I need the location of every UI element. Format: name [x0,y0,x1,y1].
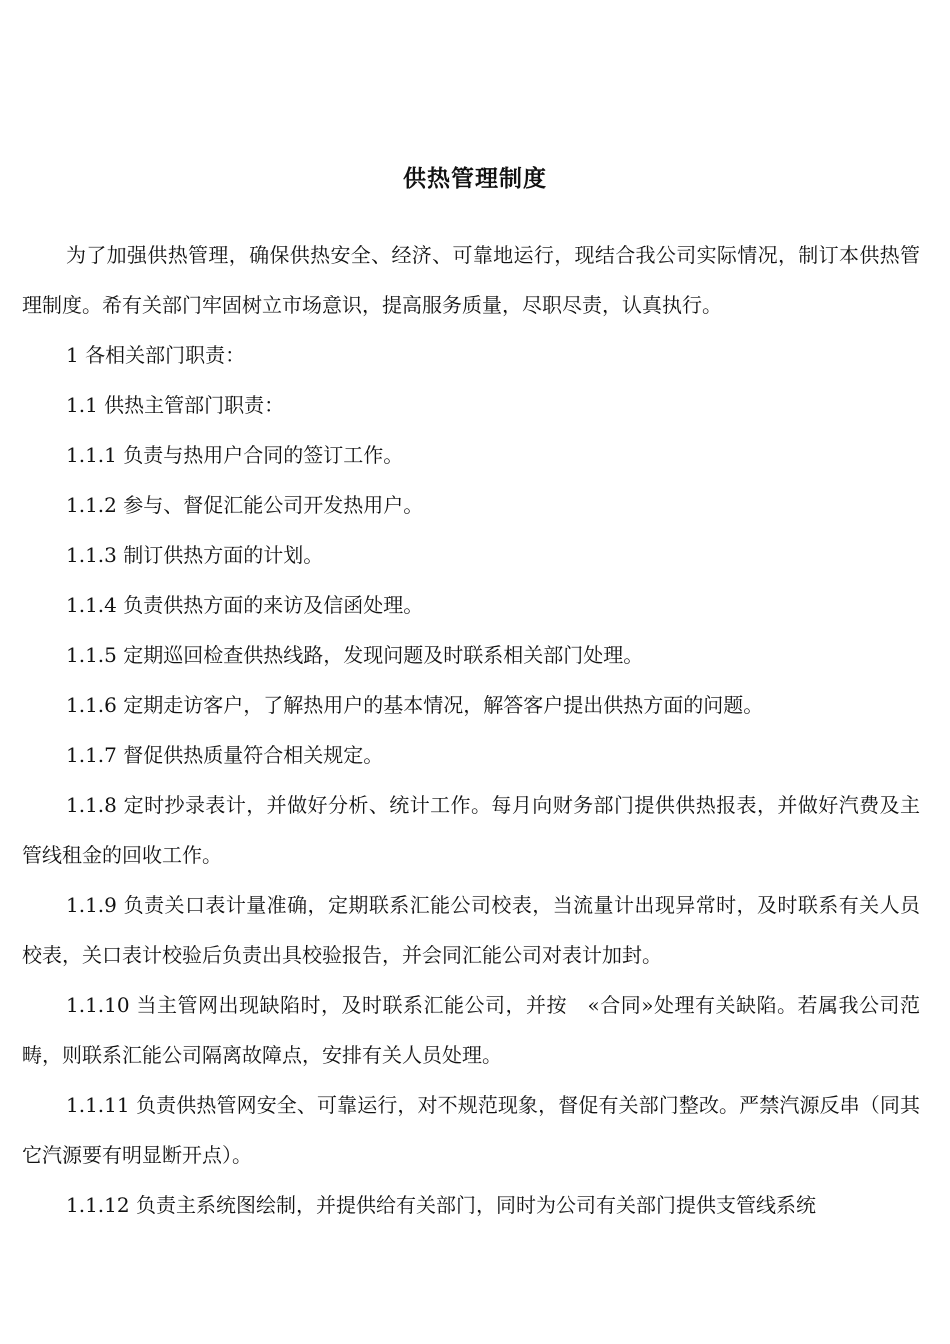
clause-paragraph: 1.1.10 当主管网出现缺陷时，及时联系汇能公司，并按 «合同»处理有关缺陷。若属我公司范畴，则联系汇能公司隔离故障点，安排有关人员处理。 [22,993,920,1067]
clause-paragraph: 1.1.11 负责供热管网安全、可靠运行，对不规范现象，督促有关部门整改。严禁汽源反串（同其它汽源要有明显断开点）。 [22,1093,920,1167]
clause-paragraph: 1.1.5 定期巡回检查供热线路，发现问题及时联系相关部门处理。 [66,643,644,667]
clause-paragraph: 1.1.3 制订供热方面的计划。 [66,543,324,567]
clause-paragraph: 1.1.7 督促供热质量符合相关规定。 [66,743,384,767]
section-heading: 1 各相关部门职责： [66,343,246,367]
subsection-heading: 1.1 供热主管部门职责： [66,393,285,417]
document-body [22,230,920,1230]
clause-paragraph: 1.1.4 负责供热方面的来访及信函处理。 [66,593,424,617]
clause-paragraph: 1.1.9 负责关口表计量准确，定期联系汇能公司校表，当流量计出现异常时，及时联系有关人员校表，关口表计校验后负责出具校验报告，并会同汇能公司对表计加封。 [22,893,920,967]
clause-paragraph: 1.1.2 参与、督促汇能公司开发热用户。 [66,493,424,517]
clause-paragraph: 1.1.8 定时抄录表计，并做好分析、统计工作。每月向财务部门提供供热报表，并做好汽费及主管线租金的回收工作。 [22,793,920,867]
document-title: 供热管理制度 [403,166,547,192]
clause-paragraph: 1.1.1 负责与热用户合同的签订工作。 [66,443,404,467]
intro-paragraph: 为了加强供热管理，确保供热安全、经济、可靠地运行，现结合我公司实际情况，制订本供热管理制度。希有关部门牢固树立市场意识，提高服务质量，尽职尽责，认真执行。 [22,243,920,317]
clause-paragraph: 1.1.12 负责主系统图绘制，并提供给有关部门，同时为公司有关部门提供支管线系统 [66,1193,816,1217]
clause-paragraph: 1.1.6 定期走访客户，了解热用户的基本情况，解答客户提出供热方面的问题。 [66,693,764,717]
